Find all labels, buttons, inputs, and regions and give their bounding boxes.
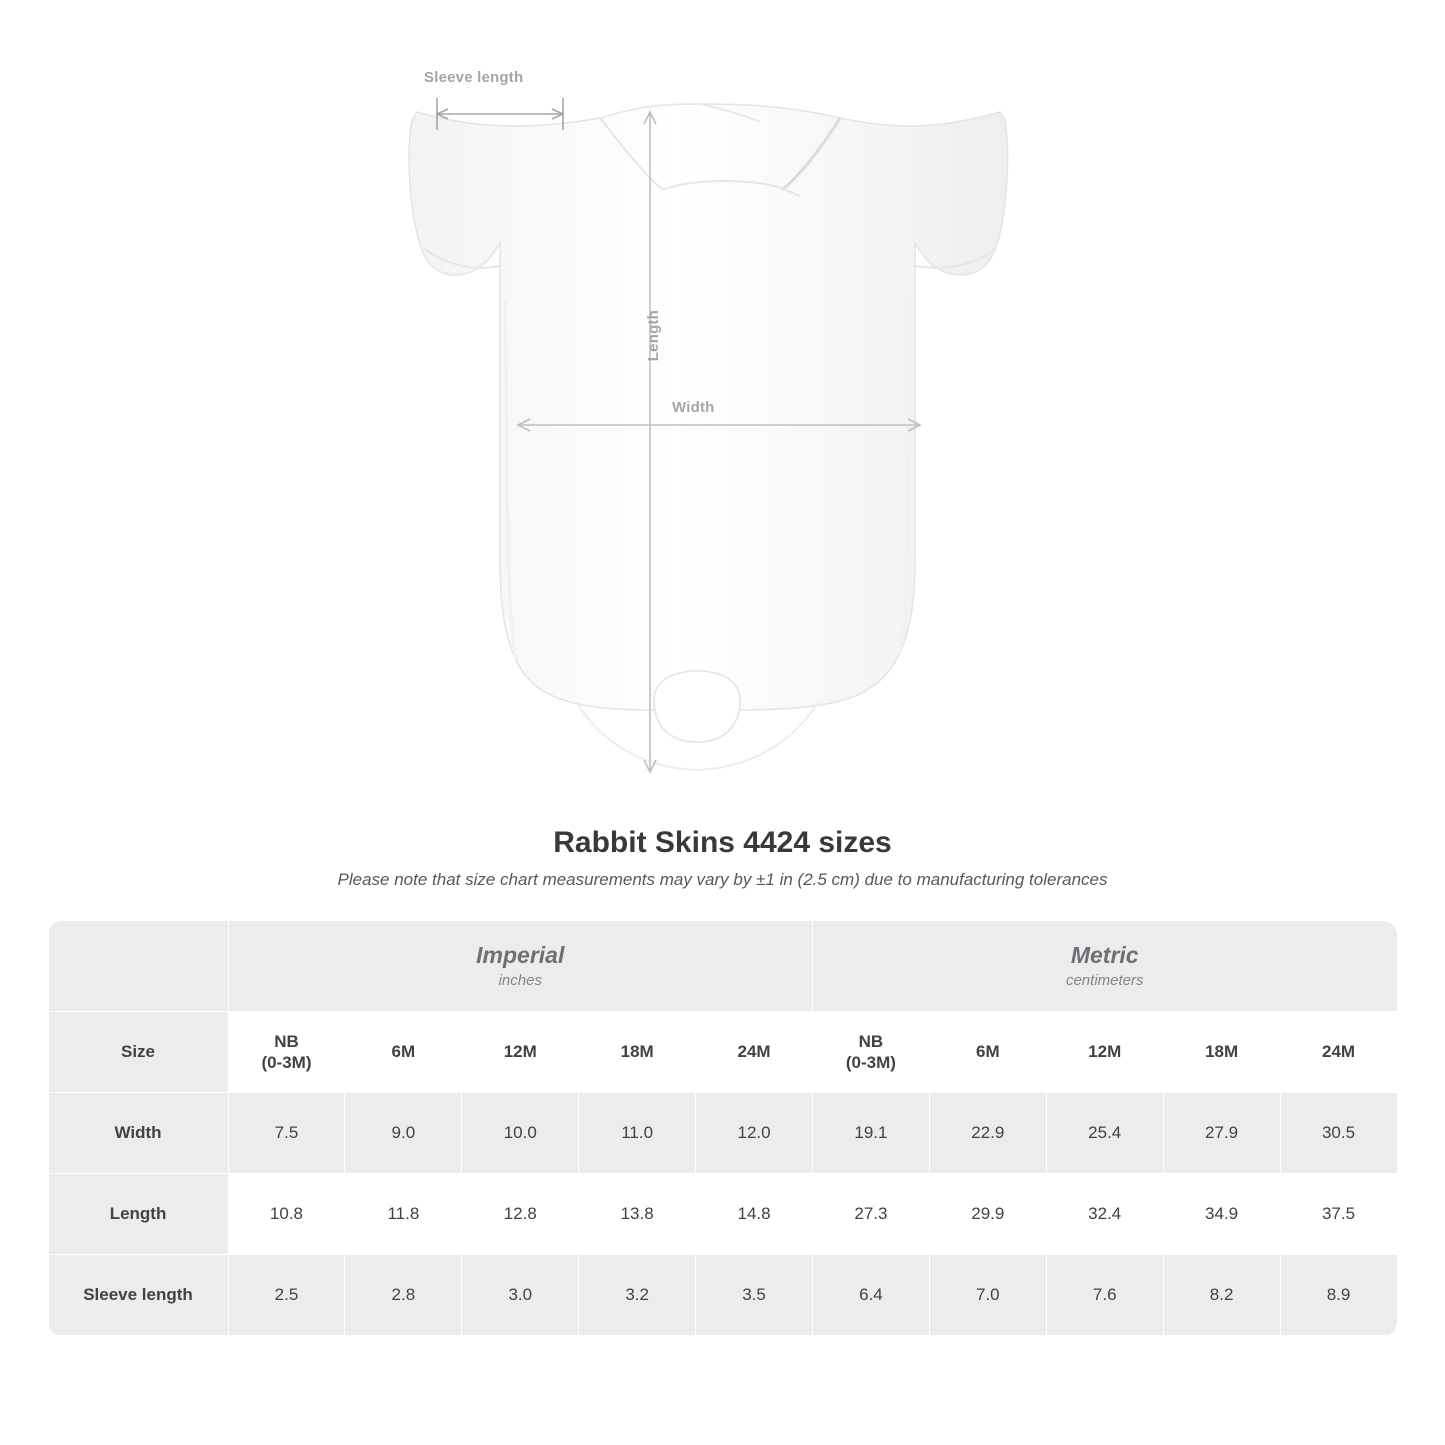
cell-length-5: 27.3 xyxy=(812,1174,929,1255)
cell-width-9: 30.5 xyxy=(1280,1093,1397,1174)
size-col-18m-metric xyxy=(1163,1012,1280,1093)
sleeve-length-label: Sleeve length xyxy=(424,69,524,86)
cell-width-5: 19.1 xyxy=(812,1093,929,1174)
unit-group-metric xyxy=(812,921,1397,1012)
width-label: Width xyxy=(672,399,715,416)
page-title: Rabbit Skins 4424 sizes xyxy=(553,826,892,859)
size-col-nb-imperial xyxy=(228,1012,345,1093)
cell-length-6: 29.9 xyxy=(929,1174,1046,1255)
unit-corner-cell xyxy=(48,921,228,1012)
size-col-12m-imperial xyxy=(462,1012,579,1093)
tolerance-note: Please note that size chart measurements may vary by ±1 in (2.5 cm) due to manufacturing tolerances xyxy=(337,870,1108,889)
cell-length-4: 14.8 xyxy=(696,1174,813,1255)
unit-imperial-name: Imperial xyxy=(476,942,565,969)
cell-width-7: 25.4 xyxy=(1046,1093,1163,1174)
cell-sleeve-2: 3.0 xyxy=(462,1255,579,1336)
title-block xyxy=(0,826,1445,890)
size-header-row xyxy=(48,1012,1397,1093)
cell-length-8: 34.9 xyxy=(1163,1174,1280,1255)
cell-sleeve-5: 6.4 xyxy=(812,1255,929,1336)
cell-sleeve-1: 2.8 xyxy=(345,1255,462,1336)
size-corner-label: Size xyxy=(48,1012,228,1093)
size-col-24m-metric xyxy=(1280,1012,1397,1093)
cell-length-2: 12.8 xyxy=(462,1174,579,1255)
size-col-6m-imperial xyxy=(345,1012,462,1093)
cell-width-1: 9.0 xyxy=(345,1093,462,1174)
unit-group-imperial xyxy=(228,921,812,1012)
table-row xyxy=(48,1255,1397,1336)
size-col-main: 12M xyxy=(503,1042,537,1062)
unit-metric-sub: centimeters xyxy=(1065,971,1144,989)
size-col-main: 12M xyxy=(1088,1042,1122,1062)
size-col-main: NB xyxy=(858,1031,884,1051)
cell-sleeve-0: 2.5 xyxy=(228,1255,345,1336)
size-col-6m-metric xyxy=(929,1012,1046,1093)
cell-sleeve-6: 7.0 xyxy=(929,1255,1046,1336)
cell-sleeve-3: 3.2 xyxy=(579,1255,696,1336)
cell-width-6: 22.9 xyxy=(929,1093,1046,1174)
cell-sleeve-8: 8.2 xyxy=(1163,1255,1280,1336)
row-label-length: Length xyxy=(48,1174,228,1255)
cell-width-0: 7.5 xyxy=(228,1093,345,1174)
cell-width-4: 12.0 xyxy=(696,1093,813,1174)
size-col-main: NB xyxy=(274,1031,299,1051)
unit-header-row xyxy=(48,921,1397,1012)
size-table xyxy=(48,920,1398,1336)
size-col-main: 24M xyxy=(1321,1042,1356,1062)
size-col-sub: (0-3M) xyxy=(261,1053,312,1072)
row-label-sleeve-length: Sleeve length xyxy=(48,1255,228,1336)
cell-length-7: 32.4 xyxy=(1046,1174,1163,1255)
cell-width-3: 11.0 xyxy=(579,1093,696,1174)
size-col-main: 6M xyxy=(976,1042,1000,1062)
size-col-24m-imperial xyxy=(696,1012,813,1093)
row-label-width: Width xyxy=(48,1093,228,1174)
cell-sleeve-4: 3.5 xyxy=(696,1255,813,1336)
size-col-12m-metric xyxy=(1046,1012,1163,1093)
size-col-main: 6M xyxy=(391,1042,416,1062)
size-col-main: 18M xyxy=(1205,1042,1239,1062)
cell-length-1: 11.8 xyxy=(345,1174,462,1255)
cell-sleeve-9: 8.9 xyxy=(1280,1255,1397,1336)
cell-width-2: 10.0 xyxy=(462,1093,579,1174)
unit-metric-name: Metric xyxy=(1070,942,1139,969)
cell-length-3: 13.8 xyxy=(579,1174,696,1255)
cell-length-0: 10.8 xyxy=(228,1174,345,1255)
table-row xyxy=(48,1174,1397,1255)
size-col-main: 18M xyxy=(620,1042,654,1062)
length-label: Length xyxy=(645,310,662,362)
size-col-18m-imperial xyxy=(579,1012,696,1093)
cell-length-9: 37.5 xyxy=(1280,1174,1397,1255)
size-table-container xyxy=(48,920,1398,1336)
cell-sleeve-7: 7.6 xyxy=(1046,1255,1163,1336)
size-col-sub: (0-3M) xyxy=(845,1053,896,1072)
cell-width-8: 27.9 xyxy=(1163,1093,1280,1174)
size-col-nb-metric xyxy=(812,1012,929,1093)
unit-imperial-sub: inches xyxy=(498,971,542,989)
size-col-main: 24M xyxy=(737,1042,771,1062)
table-row xyxy=(48,1093,1397,1174)
